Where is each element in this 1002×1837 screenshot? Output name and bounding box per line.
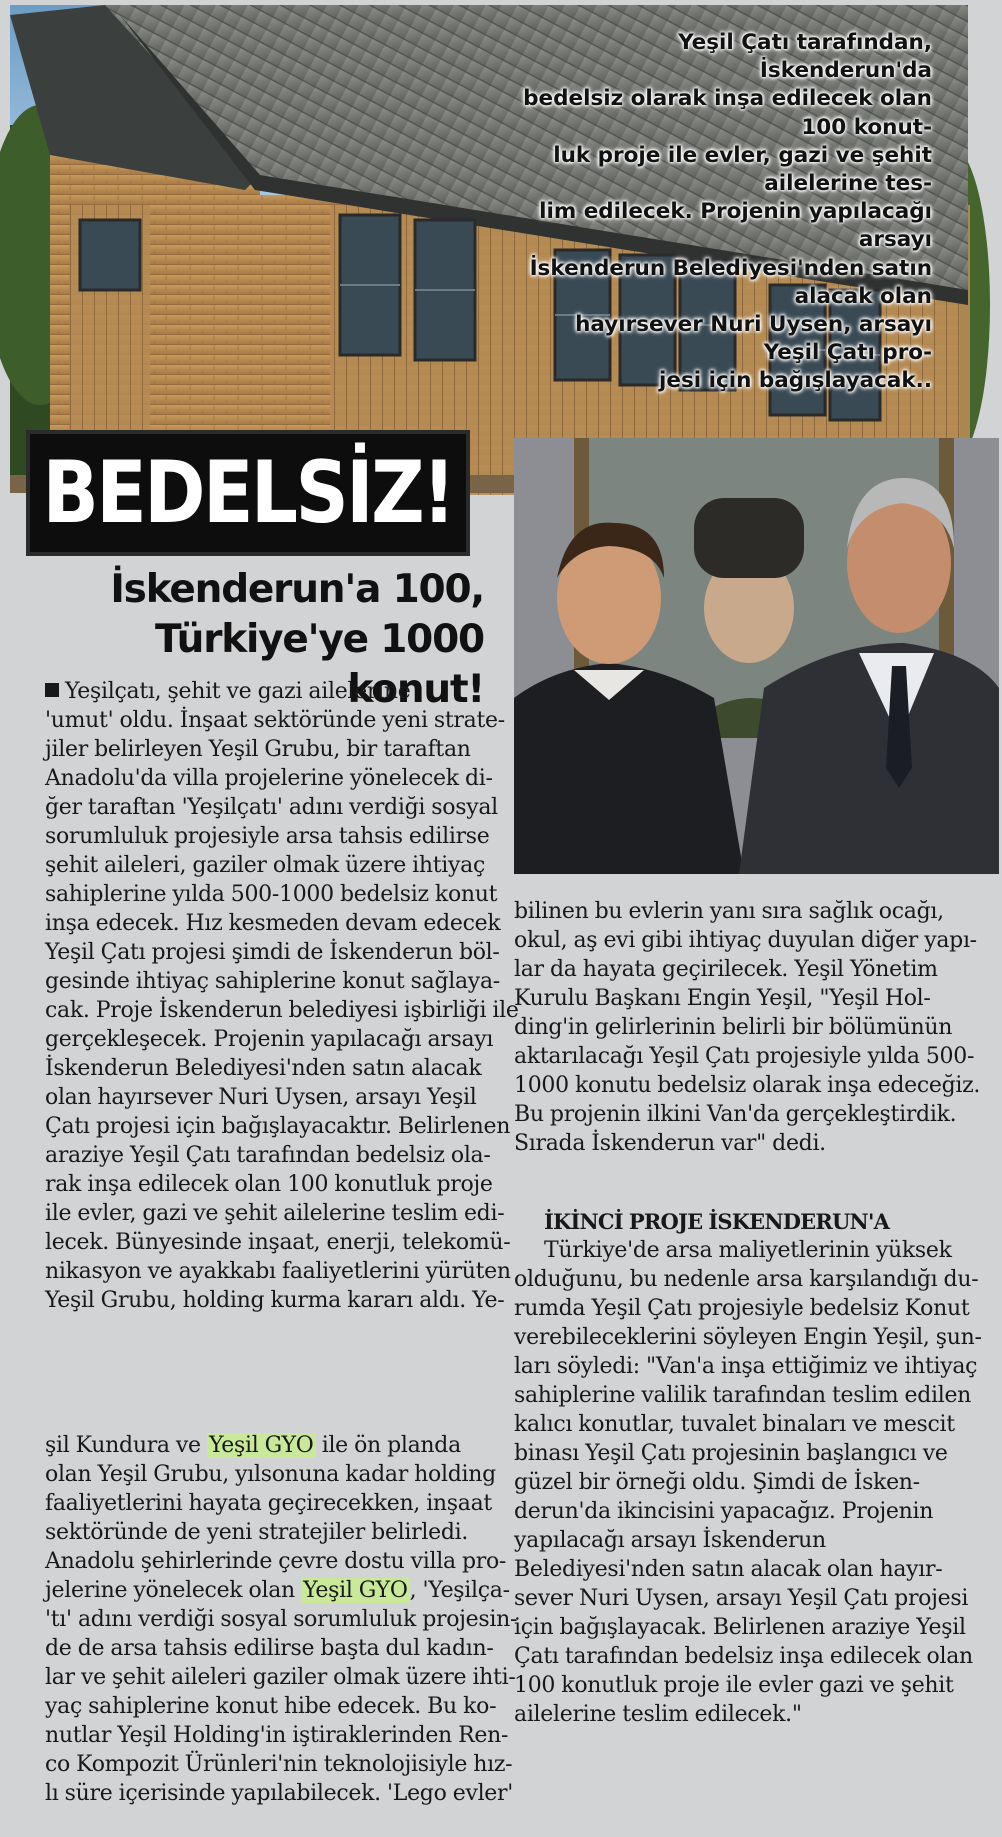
caption-line: luk proje ile evler, gazi ve şehit ailelerine tes- (553, 142, 932, 197)
body-line: Türkiye'de arsa maliyetlerinin yüksek (544, 1238, 952, 1263)
body-line: için bağışlayacak. Belirlenen araziye Yeşil (514, 1615, 966, 1640)
body-line: sektöründe de yeni stratejiler belirledi. (45, 1520, 469, 1545)
body-line (514, 1729, 984, 1758)
body-line: co Kompozit Ürünleri'nin teknolojisiyle hız- (45, 1752, 513, 1777)
article-column-left (45, 677, 519, 1837)
body-line: Anadolu'da villa projelerine yönelecek di- (45, 766, 493, 791)
body-line: 100 konutluk proje ile evler gazi ve şehit (514, 1673, 954, 1698)
body-line: Kurulu Başkanı Engin Yeşil, "Yeşil Hol- (514, 986, 931, 1011)
body-line: olan hayırsever Nuri Uysen, arsayı Yeşil (45, 1085, 477, 1110)
body-line: 'tı' adını verdiği sosyal sorumluluk projesin- (45, 1607, 518, 1632)
headline: BEDELSİZ! (42, 443, 454, 543)
body-line: 1000 konutu bedelsiz olarak inşa edeceğiz. (514, 1073, 981, 1098)
body-line: rumda Yeşil Çatı projesiyle bedelsiz Konut (514, 1296, 970, 1321)
caption-line: İskenderun Belediyesi'nden satın alacak olan (529, 255, 932, 309)
body-line (45, 1315, 483, 1344)
body-line: şehit aileleri, gaziler olmak üzere ihtiyaç (45, 853, 485, 878)
body-line: rak inşa edilecek olan 100 konutluk proje (45, 1172, 493, 1197)
body-line: derun'da ikincisini yapacağız. Projenin (514, 1499, 934, 1524)
body-line: Belediyesi'nden satın alacak olan hayır- (514, 1557, 943, 1582)
body-line: güzel bir örneği oldu. Şimdi de İsken- (514, 1470, 920, 1495)
body-line: ailelerine teslim edilecek." (514, 1702, 802, 1727)
bullet-square-icon (45, 683, 59, 697)
body-line: İskenderun Belediyesi'nden satın alacak (45, 1056, 482, 1081)
highlight-yesil-gyo: Yeşil GYO (303, 1578, 408, 1603)
subheadline-line: Türkiye'ye 1000 konut! (154, 617, 484, 712)
subheadline-line: İskenderun'a 100, (110, 567, 484, 612)
body-line: cak. Proje İskenderun belediyesi işbirliği ile (45, 998, 519, 1023)
body-line: ding'in gelirlerinin belirli bir bölümünün (514, 1015, 953, 1040)
house-photo (10, 5, 968, 493)
body-line: aktarılacağı Yeşil Çatı projesiyle yılda 500- (514, 1044, 975, 1069)
body-line: kalıcı konutlar, tuvalet binaları ve mescit (514, 1412, 955, 1437)
body-line: Yeşilçatı, şehit ve gazi ailelerine (45, 677, 483, 706)
body-line: Bu projenin ilkini Van'da gerçekleştirdik. (514, 1102, 957, 1127)
body-line: okul, aş evi gibi ihtiyaç duyulan diğer yapı- (514, 928, 977, 953)
portrait-illustration (514, 438, 999, 874)
body-line: lı süre içerisinde yapılabilecek. 'Lego evler' (45, 1781, 513, 1806)
body-line: lar ve şehit aileleri gaziler olmak üzere ihti- (45, 1665, 516, 1690)
body-line: Yeşil Grubu, holding kurma kararı aldı. Ye- (45, 1288, 505, 1313)
body-line: inşa edecek. Hız kesmeden devam edecek (45, 911, 501, 936)
body-line: şil Kundura ve Yeşil GYO ile ön planda (45, 1433, 461, 1458)
body-line (45, 1808, 483, 1837)
caption-line: Yeşil Çatı tarafından, İskenderun'da (678, 30, 932, 84)
body-line: nutlar Yeşil Holding'in iştiraklerinden Ren- (45, 1723, 509, 1748)
caption-line: lim edilecek. Projenin yapılacağı arsayı (539, 199, 932, 253)
body-line: ğer taraftan 'Yeşilçatı' adını verdiği sosyal (45, 795, 498, 820)
body-line: lecek. Bünyesinde inşaat, enerji, telekomü- (45, 1230, 511, 1255)
body-line (45, 1373, 483, 1402)
body-line: Çatı projesi için bağışlayacaktır. Belirlenen (45, 1114, 511, 1139)
body-line (45, 1402, 483, 1431)
body-line (514, 1158, 984, 1187)
body-line: yaç sahiplerine konut hibe edecek. Bu ko- (45, 1694, 497, 1719)
section-subtitle: İKİNCİ PROJE İSKENDERUN'A (544, 1209, 890, 1234)
body-line: bilinen bu evlerin yanı sıra sağlık ocağı, (514, 899, 944, 924)
body-line: gerçekleşecek. Projenin yapılacağı arsayı (45, 1027, 494, 1052)
body-line (45, 1344, 483, 1373)
body-line: olduğunu, bu nedenle arsa karşılandığı du- (514, 1267, 979, 1292)
article-column-right (514, 897, 984, 1758)
headline-box (26, 430, 470, 556)
body-line: Yeşil Çatı projesi şimdi de İskenderun böl- (45, 940, 500, 965)
body-line: Sırada İskenderun var" dedi. (514, 1131, 826, 1156)
body-line: sahiplerine valilik tarafından teslim edilen (514, 1383, 972, 1408)
body-line: Anadolu şehirlerinde çevre dostu villa pro- (45, 1549, 507, 1574)
body-line: faaliyetlerini hayata geçirecekken, inşaat (45, 1491, 492, 1516)
body-line: olan Yeşil Grubu, yılsonuna kadar holding (45, 1462, 496, 1487)
body-line: sever Nuri Uysen, arsayı Yeşil Çatı projesi (514, 1586, 969, 1611)
body-line: jelerine yönelecek olan Yeşil GYO, 'Yeşilça- (45, 1578, 510, 1603)
caption-line: bedelsiz olarak inşa edilecek olan 100 konut- (523, 86, 932, 140)
body-line: yapılacağı arsayı İskenderun (514, 1528, 826, 1553)
body-line: ile evler, gazi ve şehit ailelerine teslim edi- (45, 1201, 505, 1226)
body-line: jiler belirleyen Yeşil Grubu, bir taraftan (45, 737, 471, 762)
caption-line: hayırsever Nuri Uysen, arsayı Yeşil Çatı pro- (575, 312, 932, 366)
body-line: 'umut' oldu. İnşaat sektöründe yeni strate- (45, 708, 505, 733)
photo-caption (512, 29, 932, 396)
body-line: de de arsa tahsis edilirse başta dul kadın- (45, 1636, 494, 1661)
body-line: ları söyledi: "Van'a inşa ettiğimiz ve ihtiyaç (514, 1354, 978, 1379)
body-line: verebileceklerini söyleyen Engin Yeşil, şun- (514, 1325, 982, 1350)
body-line: araziye Yeşil Çatı tarafından bedelsiz ola- (45, 1143, 491, 1168)
body-line: gesinde ihtiyaç sahiplerine konut sağlaya- (45, 969, 500, 994)
body-line: lar da hayata geçirilecek. Yeşil Yönetim (514, 957, 938, 982)
highlight-yesil-gyo: Yeşil GYO (208, 1433, 314, 1458)
body-line: sorumluluk projesiyle arsa tahsis edilirse (45, 824, 490, 849)
caption-line: jesi için bağışlayacak.. (659, 368, 932, 394)
portrait-photo (514, 438, 999, 874)
body-line: Çatı tarafından bedelsiz inşa edilecek olan (514, 1644, 973, 1669)
body-line: binası Yeşil Çatı projesinin başlangıcı ve (514, 1441, 948, 1466)
body-line: sahiplerine yılda 500-1000 bedelsiz konut (45, 882, 498, 907)
body-line: nikasyon ve ayakkabı faaliyetlerini yürüten (45, 1259, 511, 1284)
